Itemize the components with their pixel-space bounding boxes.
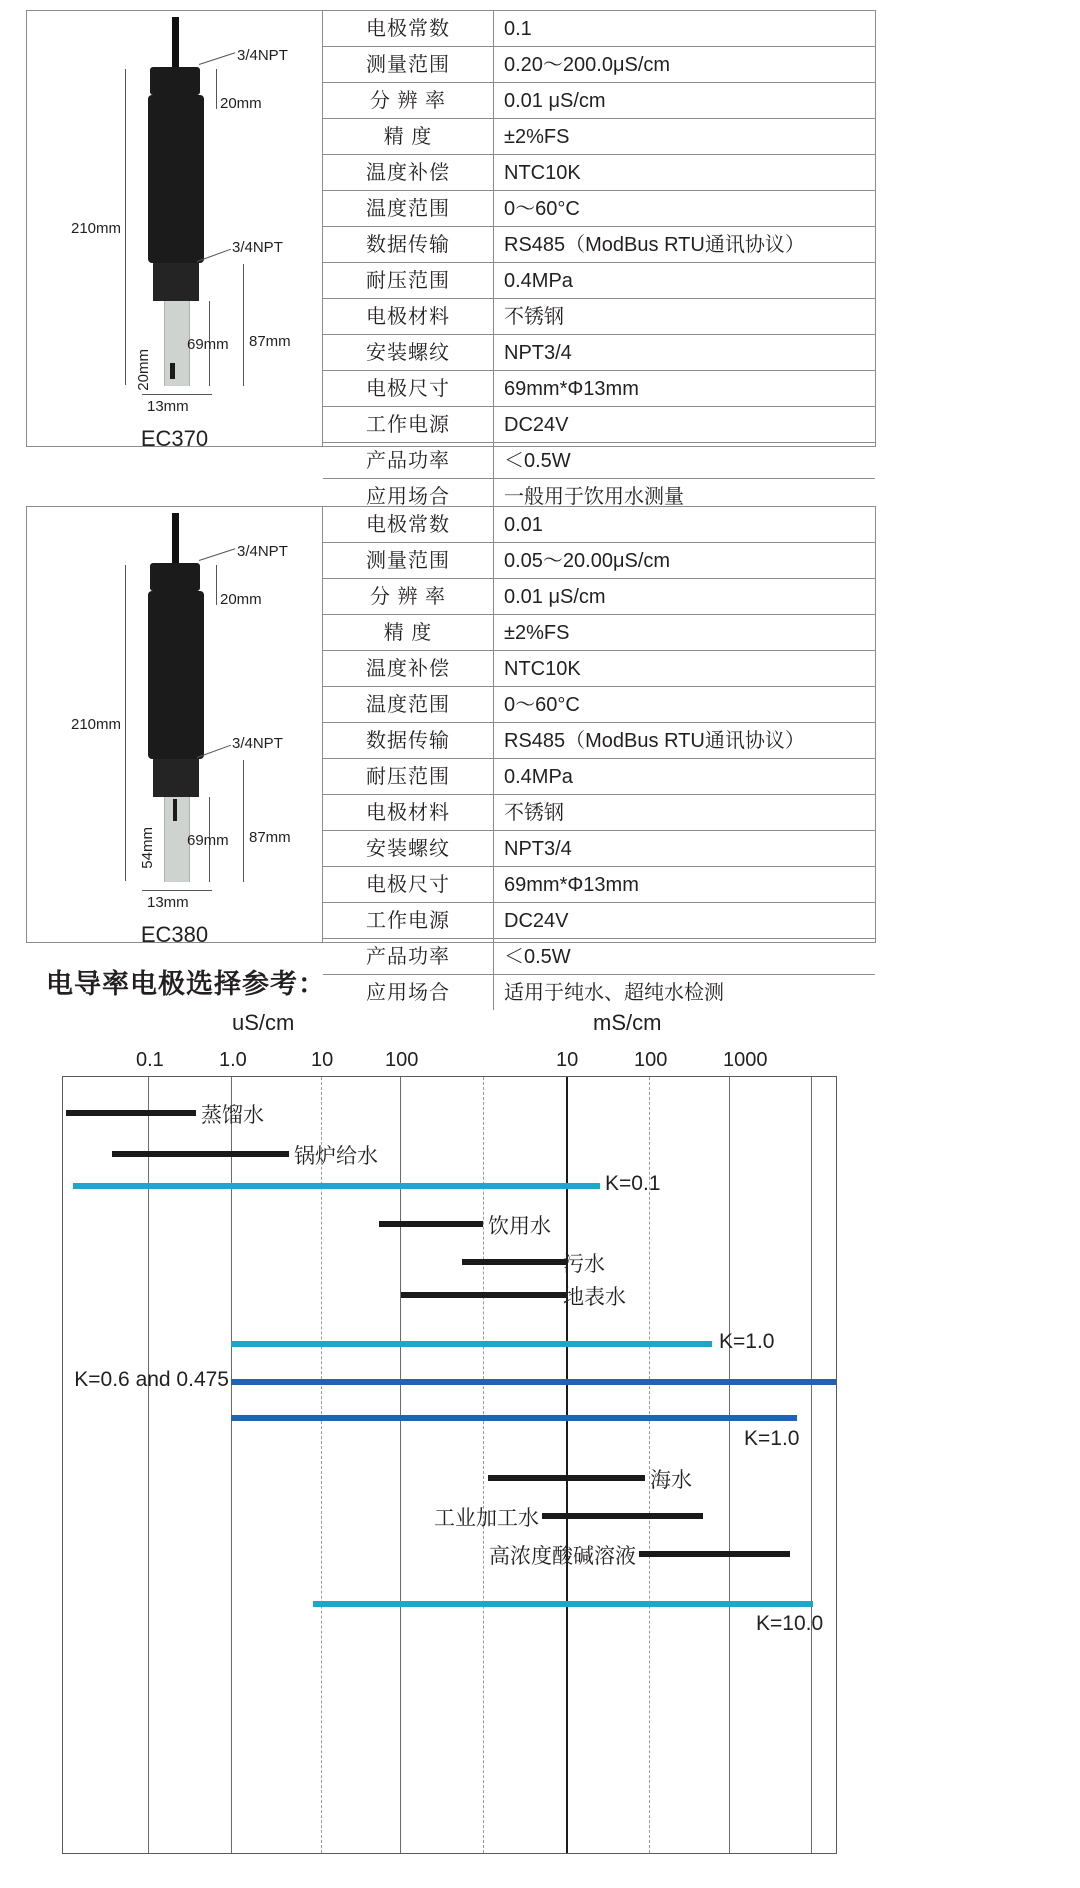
spec-value: 0～60°C	[494, 687, 876, 723]
unit-label-left: uS/cm	[232, 1010, 295, 1035]
spec-value: 0.4MPa	[494, 263, 876, 299]
spec-key: 温度补偿	[323, 651, 494, 687]
probe-cable	[172, 17, 179, 69]
bar-label: K=1.0	[744, 1427, 800, 1450]
bar-label: 海水	[650, 1469, 692, 1492]
table-row	[323, 299, 875, 335]
table-row	[323, 651, 875, 687]
dimline-diameter	[142, 394, 212, 395]
probe-body	[148, 591, 204, 759]
spec-key: 数据传输	[323, 227, 494, 263]
bar-industrial-process-water	[542, 1513, 703, 1519]
tick-label: 1000	[723, 1049, 768, 1071]
bar-drinking-water	[379, 1221, 483, 1227]
table-row	[323, 867, 875, 903]
dim-mid-thread: 3/4NPT	[232, 239, 283, 256]
spec-value: 69mm*Φ13mm	[494, 371, 876, 407]
dim-electrode: 69mm	[187, 336, 229, 353]
spec-key: 测量范围	[323, 543, 494, 579]
bar-label: K=1.0	[719, 1330, 775, 1353]
bar-label: K=0.1	[605, 1172, 661, 1195]
table-row	[323, 47, 875, 83]
spec-pane-ec370	[323, 11, 875, 508]
spec-key: 工作电源	[323, 407, 494, 443]
bar-k10-upper	[231, 1341, 712, 1347]
dim-top-thread: 3/4NPT	[237, 543, 288, 560]
spec-value: 不锈钢	[494, 795, 876, 831]
product-figure-ec370	[27, 11, 323, 451]
dim-cap: 20mm	[220, 95, 262, 112]
probe-cap	[150, 563, 200, 591]
table-row	[323, 687, 875, 723]
spec-pane-ec380	[323, 507, 875, 1004]
spec-key: 精 度	[323, 119, 494, 155]
spec-value: 69mm*Φ13mm	[494, 867, 876, 903]
probe-cable	[172, 513, 179, 565]
spec-key: 温度范围	[323, 687, 494, 723]
dim-cap: 20mm	[220, 591, 262, 608]
probe-tip	[170, 363, 175, 379]
gridline-1000-ms	[811, 1077, 812, 1853]
table-row	[323, 903, 875, 939]
spec-value: 0.01 μS/cm	[494, 579, 876, 615]
dimline-diameter	[142, 890, 212, 891]
table-row	[323, 155, 875, 191]
tick-label: 100	[634, 1049, 668, 1071]
gridline-10-us	[321, 1077, 322, 1853]
spec-value: RS485（ModBus RTU通讯协议）	[494, 723, 876, 759]
probe-thread	[153, 263, 199, 301]
bar-seawater	[488, 1475, 645, 1481]
spec-key: 精 度	[323, 615, 494, 651]
spec-key: 电极尺寸	[323, 867, 494, 903]
spec-value: 0.1	[494, 11, 876, 47]
table-row	[323, 335, 875, 371]
selection-chart	[62, 1076, 837, 1854]
spec-value: 不锈钢	[494, 299, 876, 335]
bar-label: 锅炉给水	[294, 1145, 378, 1168]
dim-diameter: 13mm	[147, 398, 189, 415]
gridline-10-ms	[566, 1077, 568, 1853]
leader-top-thread	[199, 548, 235, 561]
table-row	[323, 227, 875, 263]
spec-key: 电极材料	[323, 795, 494, 831]
spec-key: 应用场合	[323, 479, 494, 515]
spec-key: 产品功率	[323, 939, 494, 975]
spec-value: ＜0.5W	[494, 939, 876, 975]
table-row	[323, 795, 875, 831]
page-title: 电导率电极选择参考：	[46, 969, 326, 999]
bar-boiler-feedwater	[112, 1151, 289, 1157]
dim-electrode: 69mm	[187, 832, 229, 849]
tick-label: 100	[385, 1049, 419, 1071]
spec-key: 数据传输	[323, 723, 494, 759]
table-row	[323, 191, 875, 227]
table-row	[323, 759, 875, 795]
gridline-0.1	[148, 1077, 149, 1853]
spec-table-ec380	[323, 507, 875, 1010]
dim-shaft: 87mm	[249, 333, 291, 350]
spec-key: 工作电源	[323, 903, 494, 939]
gridline-100-us	[400, 1077, 401, 1853]
dim-total: 210mm	[71, 220, 122, 237]
product-block-ec370	[26, 10, 876, 508]
spec-key: 温度范围	[323, 191, 494, 227]
spec-key: 分 辨 率	[323, 579, 494, 615]
probe-body	[148, 95, 204, 263]
tick-label: 0.1	[136, 1049, 164, 1071]
unit-label-right: mS/cm	[593, 1010, 662, 1035]
dimline-shaft	[243, 264, 244, 386]
bar-sewage	[462, 1259, 568, 1265]
spec-value: ＜0.5W	[494, 443, 876, 479]
table-row	[323, 83, 875, 119]
spec-value: NPT3/4	[494, 831, 876, 867]
dim-insert: 20mm	[135, 349, 152, 391]
dim-mid-thread: 3/4NPT	[232, 735, 283, 752]
spec-value: DC24V	[494, 903, 876, 939]
spec-value: NTC10K	[494, 651, 876, 687]
bar-label: 高浓度酸碱溶液	[489, 1545, 636, 1568]
probe-tip	[173, 799, 177, 821]
table-row	[323, 407, 875, 443]
dim-top-thread: 3/4NPT	[237, 47, 288, 64]
spec-key: 耐压范围	[323, 759, 494, 795]
spec-value: 0.05～20.00μS/cm	[494, 543, 876, 579]
bar-label: 地表水	[563, 1286, 626, 1309]
tick-label: 10	[556, 1049, 579, 1071]
bar-surface-water	[401, 1292, 567, 1298]
bar-label: 污水	[563, 1253, 605, 1276]
bar-label: 蒸馏水	[201, 1104, 264, 1127]
leader-top-thread	[199, 52, 235, 65]
spec-key: 电极材料	[323, 299, 494, 335]
table-row	[323, 939, 875, 975]
bar-label: 饮用水	[488, 1215, 551, 1238]
table-row	[323, 11, 875, 47]
spec-key: 产品功率	[323, 443, 494, 479]
spec-value: DC24V	[494, 407, 876, 443]
spec-value: 0～60°C	[494, 191, 876, 227]
dimline-cap	[216, 565, 217, 605]
table-row	[323, 119, 875, 155]
probe-cap	[150, 67, 200, 95]
bar-k06-0475	[231, 1379, 836, 1385]
spec-key: 安装螺纹	[323, 335, 494, 371]
dimline-total	[125, 69, 126, 385]
bar-high-concentration-acid-alkali	[639, 1551, 790, 1557]
bar-distilled-water	[66, 1110, 196, 1116]
spec-value: NTC10K	[494, 155, 876, 191]
product-figure-ec380	[27, 507, 323, 947]
table-row	[323, 831, 875, 867]
spec-key: 分 辨 率	[323, 83, 494, 119]
bar-k100	[313, 1601, 813, 1607]
spec-key: 安装螺纹	[323, 831, 494, 867]
spec-value: RS485（ModBus RTU通讯协议）	[494, 227, 876, 263]
table-row	[323, 263, 875, 299]
table-row	[323, 371, 875, 407]
dimline-total	[125, 565, 126, 881]
table-row	[323, 543, 875, 579]
spec-key: 应用场合	[323, 975, 494, 1011]
dimline-shaft	[243, 760, 244, 882]
spec-key: 电极常数	[323, 11, 494, 47]
spec-key: 电极尺寸	[323, 371, 494, 407]
spec-key: 耐压范围	[323, 263, 494, 299]
tick-label: 1.0	[219, 1049, 247, 1071]
gridline-1-ms	[483, 1077, 484, 1853]
spec-value: 0.01 μS/cm	[494, 83, 876, 119]
gridline-1.0	[231, 1077, 232, 1853]
dim-insert: 54mm	[139, 827, 156, 869]
table-row	[323, 443, 875, 479]
spec-value: 一般用于饮用水测量	[494, 479, 876, 515]
bar-k01	[73, 1183, 600, 1189]
table-row	[323, 507, 875, 543]
spec-key: 电极常数	[323, 507, 494, 543]
tick-label: 10	[311, 1049, 334, 1071]
table-row	[323, 975, 875, 1011]
dim-diameter: 13mm	[147, 894, 189, 911]
bar-label: K=0.6 and 0.475	[74, 1368, 229, 1391]
spec-key: 测量范围	[323, 47, 494, 83]
dimline-cap	[216, 69, 217, 109]
model-name-ec370: EC370	[140, 426, 209, 451]
spec-value: 0.4MPa	[494, 759, 876, 795]
model-name-ec380: EC380	[140, 922, 209, 947]
table-row	[323, 579, 875, 615]
spec-value: 0.01	[494, 507, 876, 543]
gridline-100-ms	[729, 1077, 730, 1853]
spec-value: 0.20～200.0μS/cm	[494, 47, 876, 83]
table-row	[323, 615, 875, 651]
bar-label: 工业加工水	[434, 1507, 539, 1530]
table-row	[323, 723, 875, 759]
bar-label: K=10.0	[756, 1612, 824, 1635]
dim-shaft: 87mm	[249, 829, 291, 846]
spec-key: 温度补偿	[323, 155, 494, 191]
spec-value: ±2%FS	[494, 615, 876, 651]
spec-value: ±2%FS	[494, 119, 876, 155]
spec-value: 适用于纯水、超纯水检测	[494, 975, 876, 1011]
spec-table-ec370	[323, 11, 875, 514]
dim-total: 210mm	[71, 716, 122, 733]
probe-thread	[153, 759, 199, 797]
bar-k10-lower	[231, 1415, 797, 1421]
spec-value: NPT3/4	[494, 335, 876, 371]
